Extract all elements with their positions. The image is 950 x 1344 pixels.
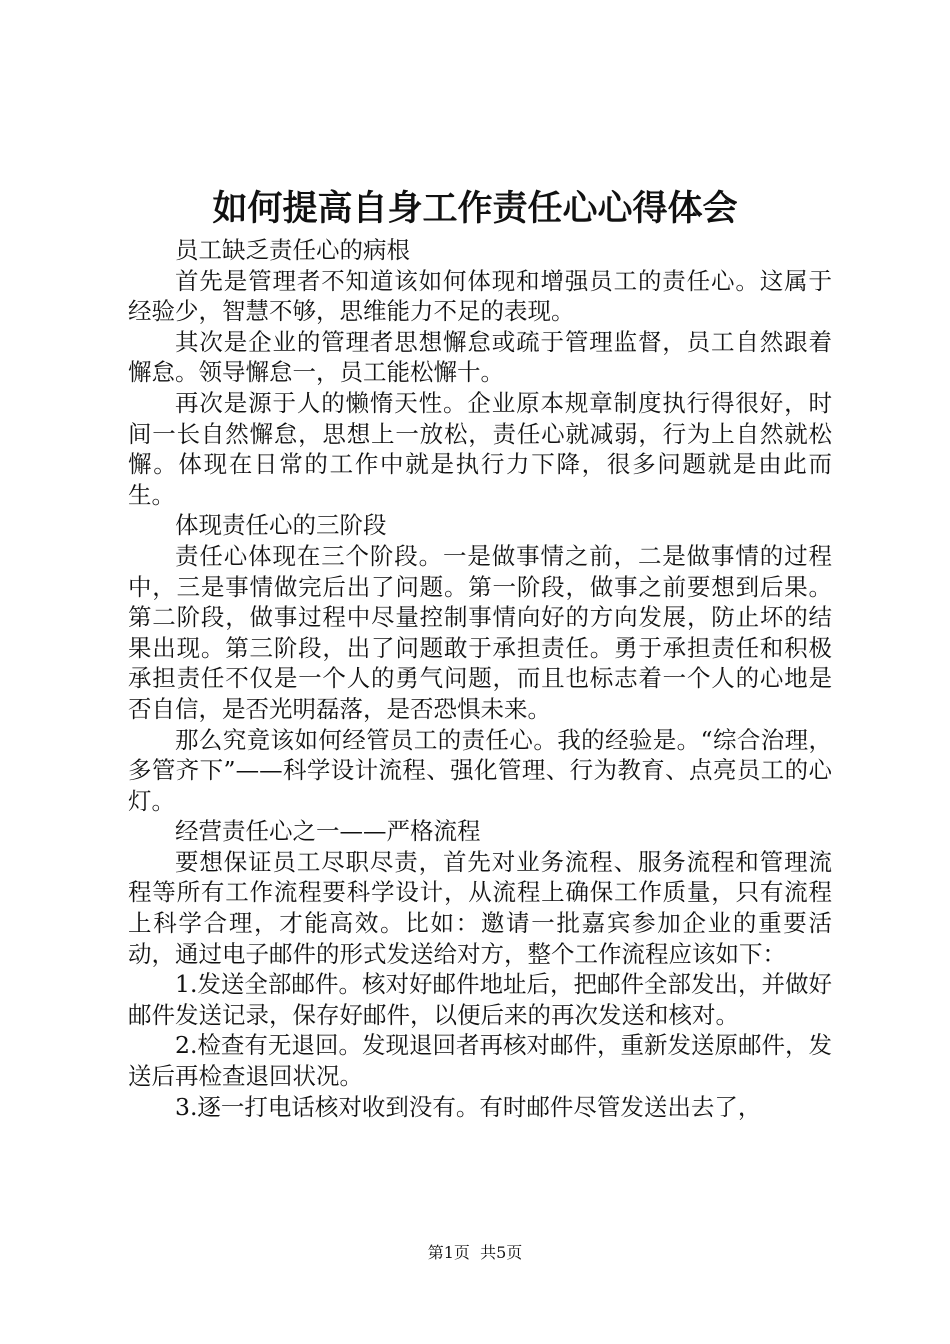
paragraph: 再次是源于人的懒惰天性。企业原本规章制度执行得很好，时间一长自然懈怠，思想上一放松，责任心就减弱，行为上自然就松懈。体现在日常的工作中就是执行力下降，很多问题就是由此而生。 bbox=[128, 388, 832, 509]
section-heading: 体现责任心的三阶段 bbox=[175, 511, 387, 540]
paragraph: 责任心体现在三个阶段。一是做事情之前，二是做事情的过程中，三是事情做完后出了问题。第一阶段，做事之前要想到后果。第二阶段，做事过程中尽量控制事情向好的方向发展，防止坏的结果出现。第三阶段，出了问题敢于承担责任。勇于承担责任和积极承担责任不仅是一个人的勇气问题，而且也标志着一个人的心地是否自信，是否光明磊落，是否恐惧未来。 bbox=[128, 541, 832, 723]
paragraph: 要想保证员工尽职尽责，首先对业务流程、服务流程和管理流程等所有工作流程要科学设计，从流程上确保工作质量，只有流程上科学合理，才能高效。比如：邀请一批嘉宾参加企业的重要活动，通过电子邮件的形式发送给对方，整个工作流程应该如下： bbox=[128, 847, 832, 968]
document-body bbox=[128, 235, 832, 1122]
document-title: 如何提高自身工作责任心心得体会 bbox=[212, 188, 738, 229]
section-heading: 经营责任心之一——严格流程 bbox=[175, 817, 481, 846]
section-heading: 员工缺乏责任心的病根 bbox=[175, 236, 410, 264]
list-item: 2.检查有无退回。发现退回者再核对邮件，重新发送原邮件，发送后再检查退回状况。 bbox=[128, 1031, 832, 1091]
page-footer: 第1页 共5页 bbox=[427, 1243, 523, 1262]
paragraph: 首先是管理者不知道该如何体现和增强员工的责任心。这属于经验少，智慧不够，思维能力不足的表现。 bbox=[128, 266, 832, 326]
list-item: 3.逐一打电话核对收到没有。有时邮件尽管发送出去了， bbox=[175, 1092, 762, 1121]
paragraph: 那么究竟该如何经管员工的责任心。我的经验是。“综合治理，多管齐下”——科学设计流程、强化管理、行为教育、点亮员工的心灯。 bbox=[128, 725, 832, 815]
list-item: 1.发送全部邮件。核对好邮件地址后，把邮件全部发出，并做好邮件发送记录，保存好邮件，以便后来的再次发送和核对。 bbox=[128, 970, 832, 1029]
paragraph: 其次是企业的管理者思想懈怠或疏于管理监督，员工自然跟着懈怠。领导懈怠一，员工能松懈十。 bbox=[128, 327, 832, 387]
